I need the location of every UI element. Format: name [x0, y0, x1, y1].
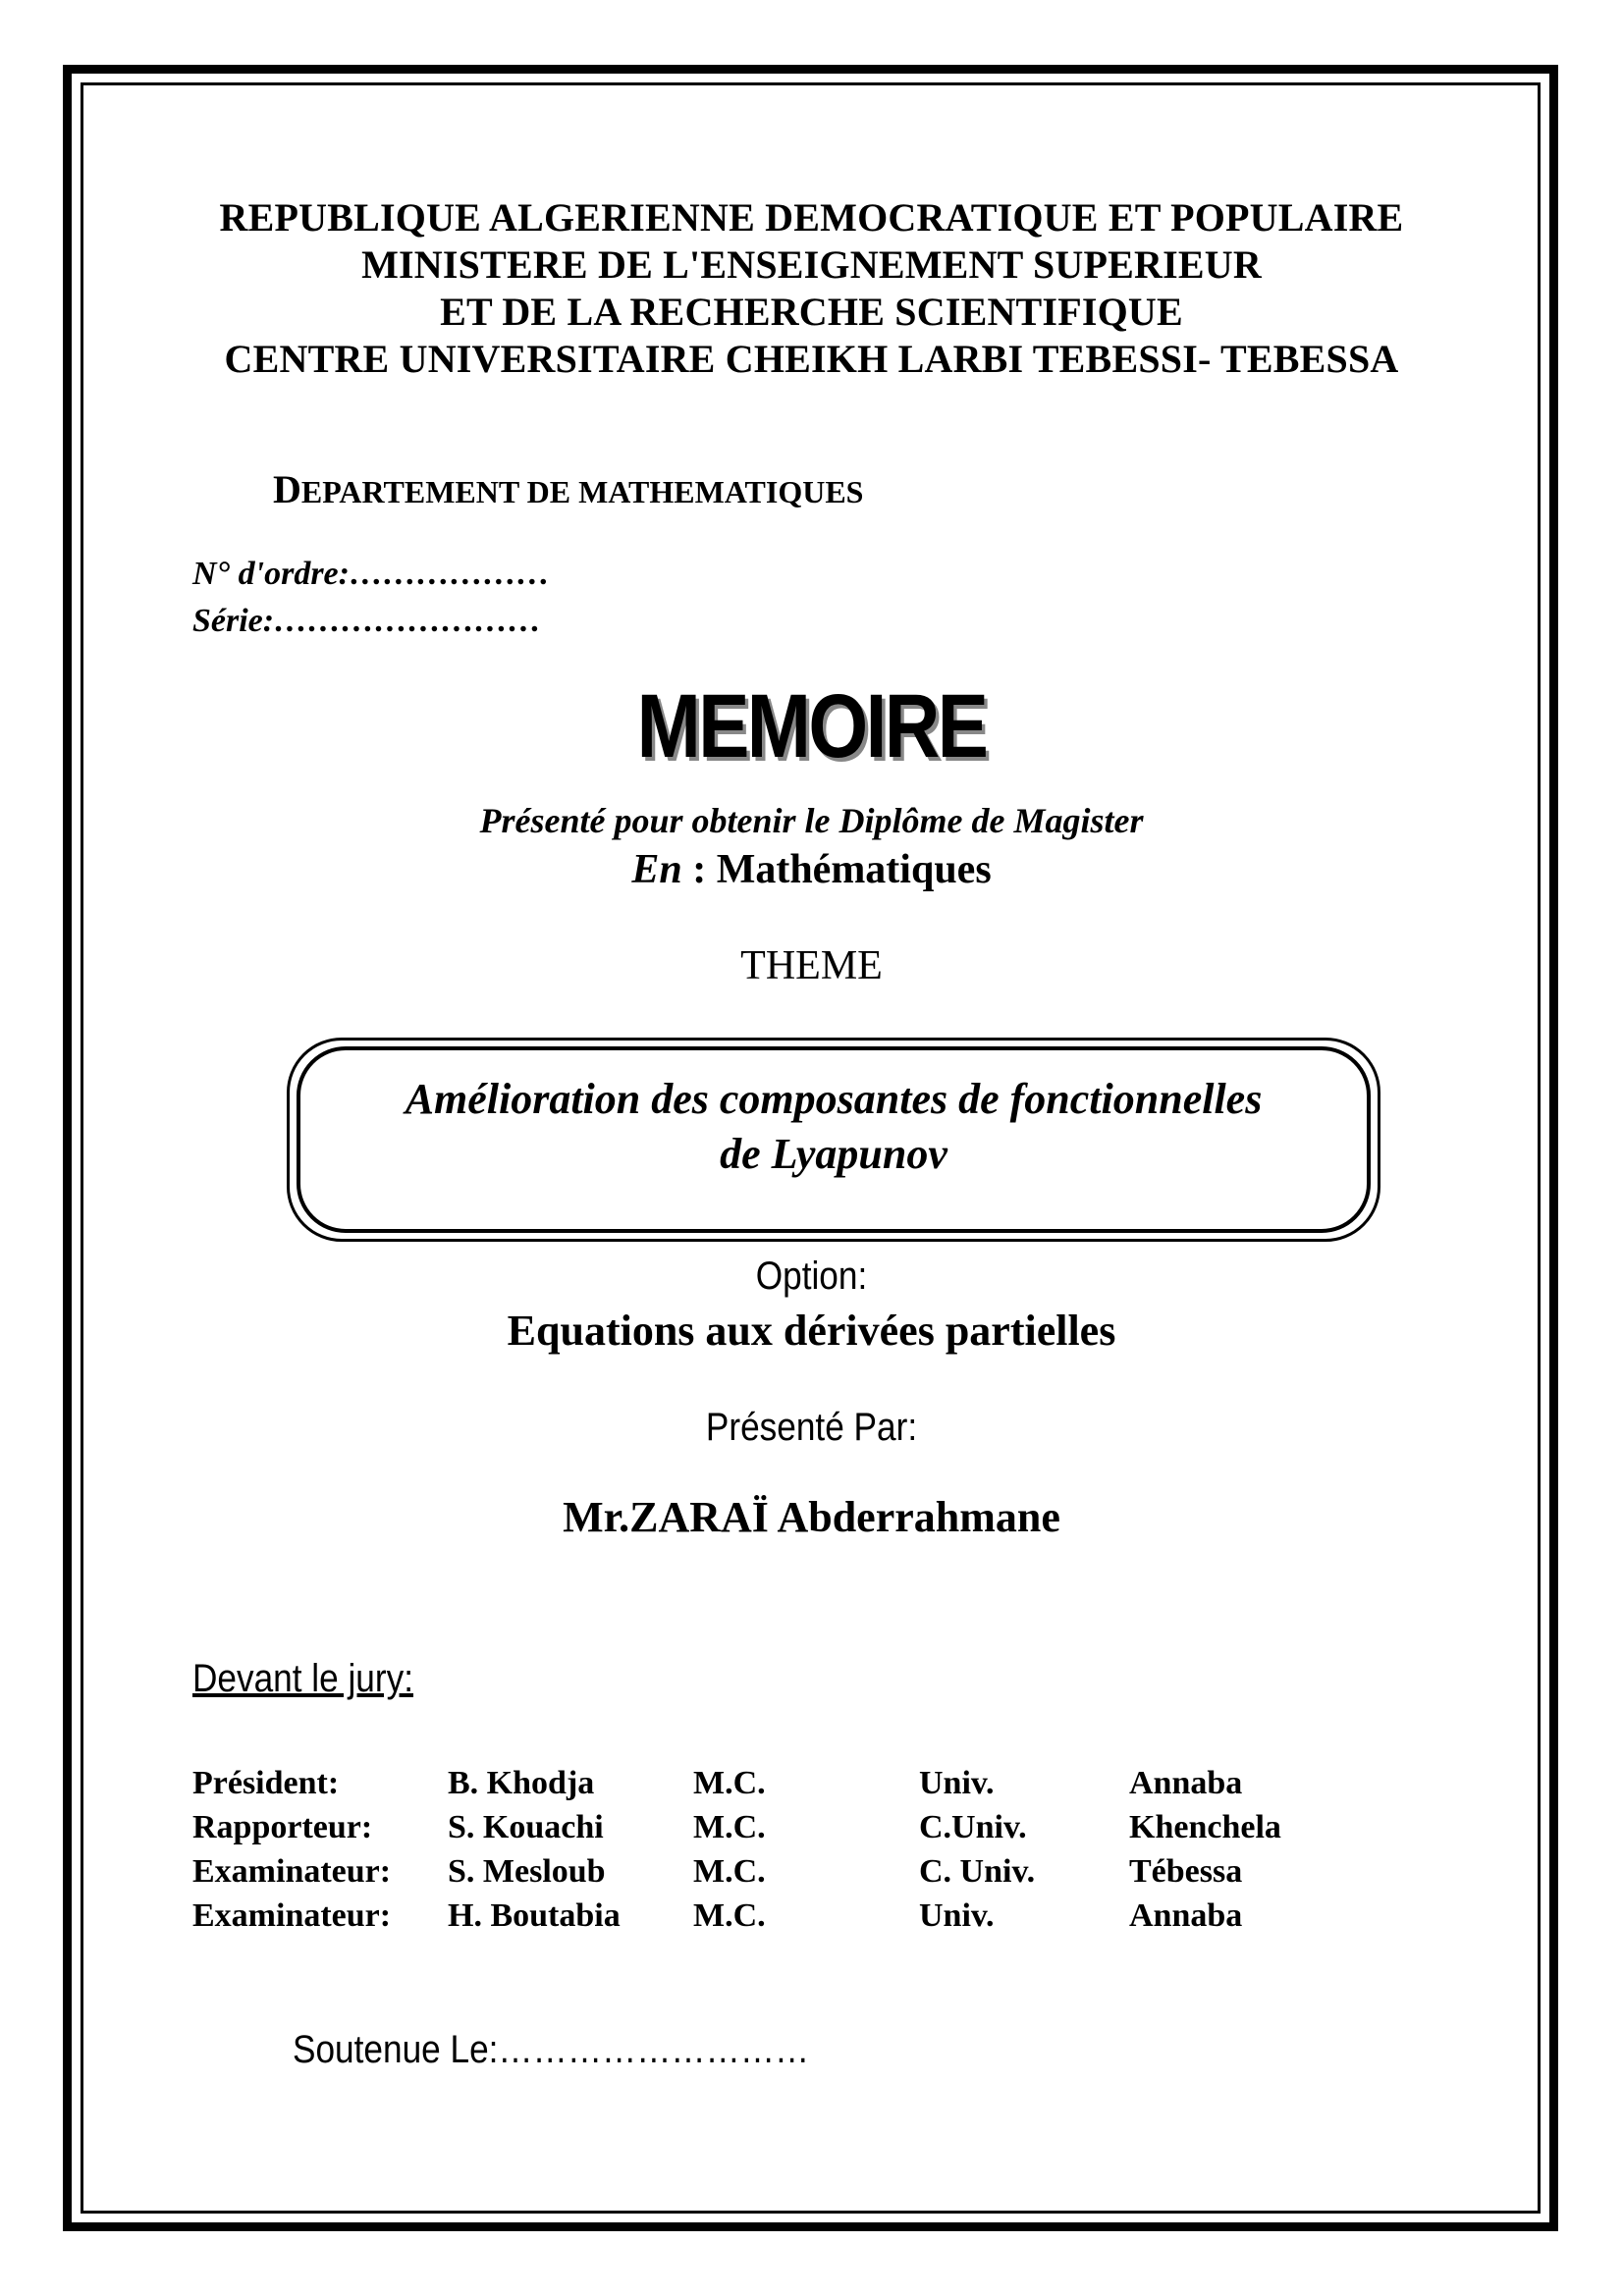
jury-role: Examinateur:: [192, 1897, 392, 1934]
field-label: En: [631, 847, 682, 892]
department-initial: D: [273, 467, 301, 511]
jury-city: Annaba: [1129, 1897, 1243, 1934]
order-number: N° d'ordre:………………: [192, 556, 550, 592]
jury-city: Annaba: [1129, 1765, 1243, 1801]
header-line-4: CENTRE UNIVERSITAIRE CHEIKH LARBI TEBESSI- TEBESSA: [224, 337, 1399, 381]
series-number: Série:……………………: [192, 603, 542, 639]
option-value: Equations aux dérivées partielles: [507, 1307, 1116, 1355]
presenter-label: Présenté Par:: [705, 1406, 918, 1449]
jury-city: Tébessa: [1129, 1853, 1243, 1890]
department-heading: [273, 466, 863, 512]
option-label: Option:: [755, 1255, 868, 1298]
jury-grade: M.C.: [693, 1765, 766, 1801]
theme-title: [297, 1072, 1371, 1182]
jury-grade: M.C.: [693, 1897, 766, 1934]
defense-date: Soutenue Le:………………………: [293, 2028, 810, 2071]
header-line-2: MINISTERE DE L'ENSEIGNEMENT SUPERIEUR: [361, 242, 1262, 287]
jury-institution: Univ.: [919, 1897, 995, 1934]
theme-title-line-1: Amélioration des composantes de fonctionnelles: [405, 1075, 1263, 1123]
field-line: [0, 846, 1623, 893]
jury-grade: M.C.: [693, 1809, 766, 1845]
jury-city: Khenchela: [1129, 1809, 1281, 1845]
field-value: Mathématiques: [716, 847, 992, 892]
header-line-3: ET DE LA RECHERCHE SCIENTIFIQUE: [440, 290, 1183, 334]
jury-label: Devant le jury:: [192, 1657, 413, 1700]
theme-label: THEME: [740, 943, 883, 988]
jury-institution: Univ.: [919, 1765, 995, 1801]
jury-name: S. Mesloub: [448, 1853, 606, 1890]
jury-name: H. Boutabia: [448, 1897, 621, 1934]
field-separator: :: [681, 847, 717, 892]
department-name: EPARTEMENT DE MATHEMATIQUES: [300, 474, 864, 509]
jury-name: S. Kouachi: [448, 1809, 604, 1845]
theme-title-line-2: de Lyapunov: [720, 1130, 947, 1178]
jury-role: Examinateur:: [192, 1853, 392, 1890]
document-title: MEMOIRE: [636, 676, 987, 776]
jury-role: Président:: [192, 1765, 340, 1801]
jury-institution: C. Univ.: [919, 1853, 1036, 1890]
jury-name: B. Khodja: [448, 1765, 595, 1801]
jury-role: Rapporteur:: [192, 1809, 373, 1845]
jury-institution: C.Univ.: [919, 1809, 1027, 1845]
header-line-1: REPUBLIQUE ALGERIENNE DEMOCRATIQUE ET POPULAIRE: [219, 195, 1404, 240]
document-subtitle: Présenté pour obtenir le Diplôme de Magister: [479, 801, 1144, 840]
jury-grade: M.C.: [693, 1853, 766, 1890]
presenter-name: Mr.ZARAÏ Abderrahmane: [563, 1493, 1060, 1541]
